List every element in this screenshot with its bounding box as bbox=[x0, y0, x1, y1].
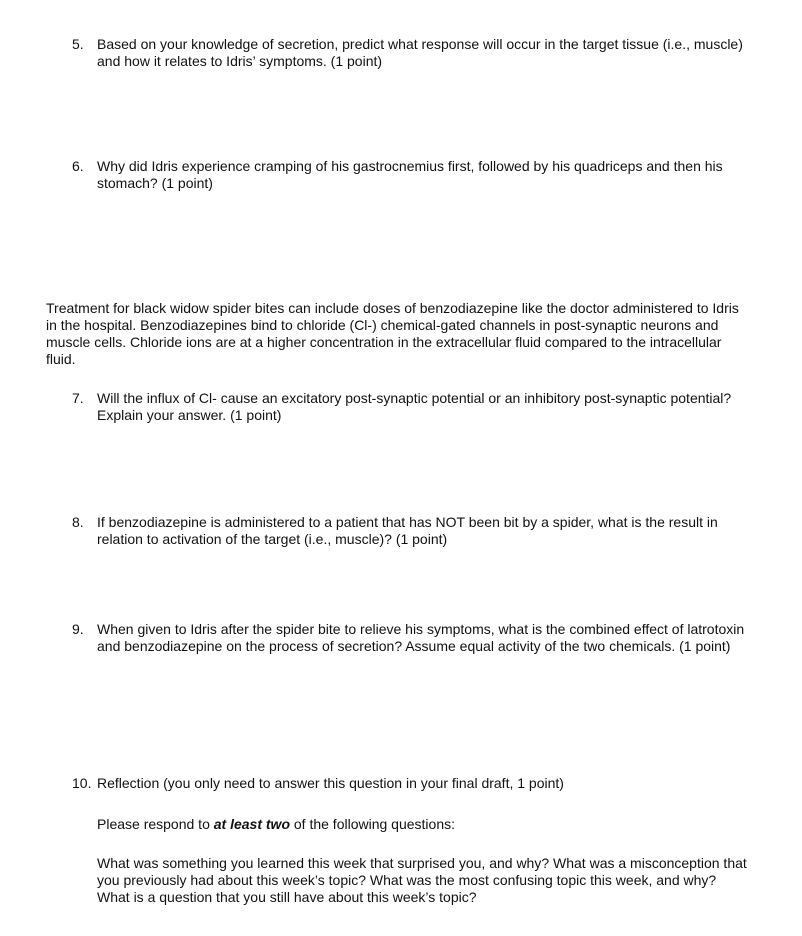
instruction-text-end: of the following questions: bbox=[290, 816, 455, 832]
treatment-paragraph: Treatment for black widow spider bites can include doses of benzodiazepine like the doctor administered to Idris in the hospital. Benzodiazepines bind to chloride (Cl-) chemical-gated channels in post-synaptic neurons and muscle cells. Chloride ions are at a higher concentration in the extracellular fluid compared to the intracellular fluid. bbox=[46, 300, 739, 367]
question-text: When given to Idris after the spider bite to relieve his symptoms, what is the combined effect of latrotoxin and benzodiazepine on the process of secretion? Assume equal activity of the two chemicals. (1 point) bbox=[97, 621, 745, 654]
question-number: 9. bbox=[72, 621, 84, 637]
question-number: 5. bbox=[72, 36, 84, 52]
question-text: Why did Idris experience cramping of his gastrocnemius first, followed by his quadriceps and then his stomach? (1 point) bbox=[97, 158, 723, 191]
reflection-instruction bbox=[97, 816, 747, 833]
question-number: 8. bbox=[72, 514, 84, 530]
reflection-prompts: What was something you learned this week that surprised you, and why? What was a misconception that you previously had about this week’s topic? What was the most confusing topic this week, and why? What is a question that you still have about this week’s topic? bbox=[97, 855, 747, 905]
question-number: 7. bbox=[72, 390, 84, 406]
question-7 bbox=[72, 390, 752, 424]
question-text: Will the influx of Cl- cause an excitatory post-synaptic potential or an inhibitory post-synaptic potential? Explain your answer. (1 point) bbox=[97, 390, 732, 423]
question-8 bbox=[72, 514, 752, 548]
question-number: 6. bbox=[72, 158, 84, 174]
question-9 bbox=[72, 621, 752, 655]
instruction-text: Please respond to bbox=[97, 816, 214, 832]
reflection-title: Reflection (you only need to answer this question in your final draft, 1 point) bbox=[97, 775, 564, 791]
question-10-reflection bbox=[72, 775, 752, 792]
question-5 bbox=[72, 36, 752, 70]
question-number: 10. bbox=[72, 775, 92, 791]
question-6 bbox=[72, 158, 752, 192]
question-text: Based on your knowledge of secretion, predict what response will occur in the target tissue (i.e., muscle) and how it relates to Idris’ symptoms. (1 point) bbox=[97, 36, 743, 69]
question-text: If benzodiazepine is administered to a patient that has NOT been bit by a spider, what is the result in relation to activation of the target (i.e., muscle)? (1 point) bbox=[97, 514, 718, 547]
instruction-emphasis: at least two bbox=[213, 816, 290, 832]
